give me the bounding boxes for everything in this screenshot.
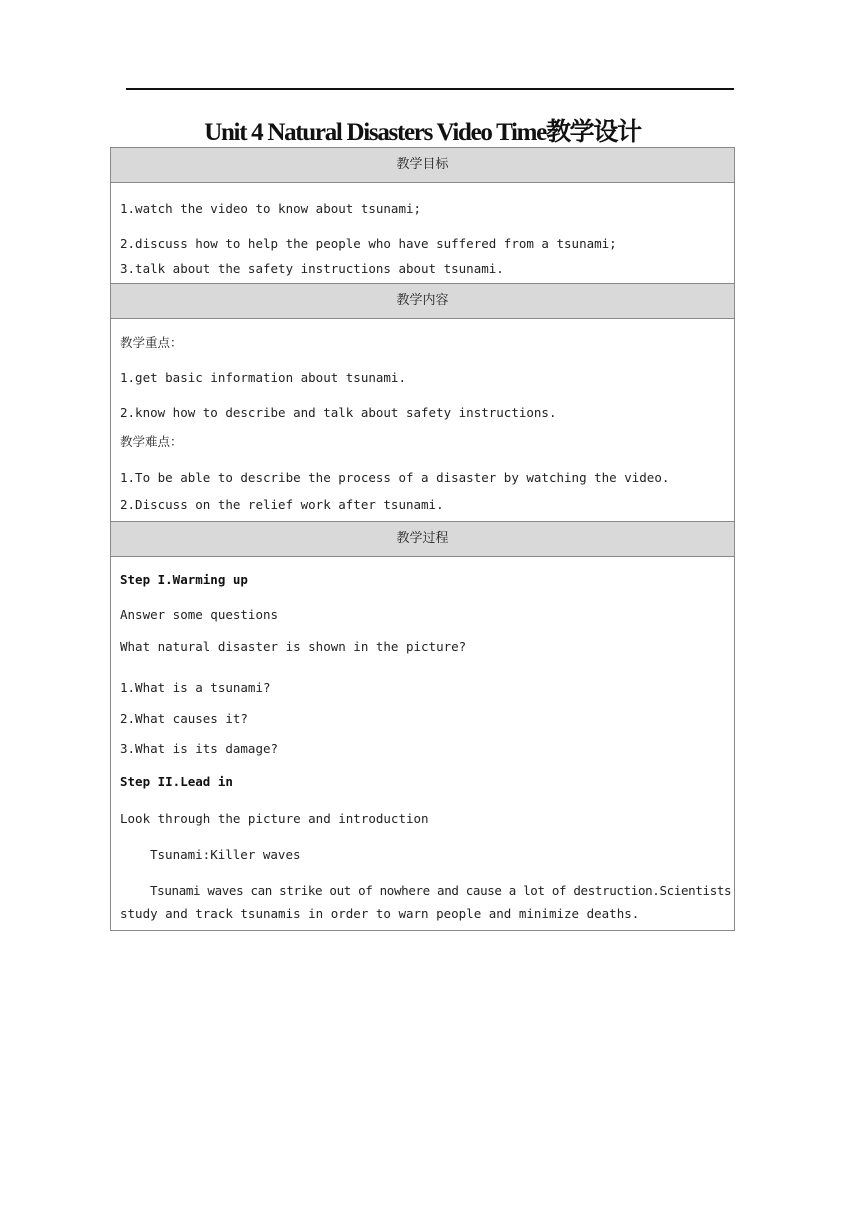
objective-item: 2.discuss how to help the people who have suffered from a tsunami;: [120, 236, 617, 251]
warmup-question: What natural disaster is shown in the picture?: [120, 639, 467, 654]
question-item: 1.What is a tsunami?: [120, 680, 271, 695]
objective-item: 3.talk about the safety instructions about tsunami.: [120, 261, 504, 276]
question-item: 3.What is its damage?: [120, 741, 279, 756]
step-title: Step I.Warming up: [120, 572, 248, 587]
step-title: Step II.Lead in: [120, 774, 233, 789]
reading-paragraph-line: study and track tsunamis in order to warn people and minimize deaths.: [120, 906, 640, 921]
reading-paragraph-line: Tsunami waves can strike out of nowhere and cause a lot of destruction.Scientists: [150, 883, 732, 898]
header-rule: [126, 88, 734, 90]
objectives-body: [111, 183, 734, 284]
document-title: Unit 4 Natural Disasters Video Time教学设计: [204, 119, 641, 146]
key-point-item: 2.know how to describe and talk about safety instructions.: [120, 405, 557, 420]
reading-subtitle: Tsunami:Killer waves: [150, 847, 301, 862]
step-intro: Answer some questions: [120, 607, 279, 622]
difficult-point-item: 2.Discuss on the relief work after tsunami.: [120, 497, 444, 512]
lesson-plan-table: [110, 147, 735, 931]
content-header: 教学内容: [111, 284, 734, 319]
objectives-header: 教学目标: [111, 148, 734, 183]
question-item: 2.What causes it?: [120, 711, 248, 726]
key-point-item: 1.get basic information about tsunami.: [120, 370, 406, 385]
content-body: [111, 319, 734, 522]
difficult-point-item: 1.To be able to describe the process of a disaster by watching the video.: [120, 470, 670, 485]
process-header: 教学过程: [111, 522, 734, 557]
step-intro: Look through the picture and introduction: [120, 811, 429, 826]
objective-item: 1.watch the video to know about tsunami;: [120, 201, 422, 216]
difficult-points-label: 教学难点：: [120, 434, 183, 449]
key-points-label: 教学重点：: [120, 335, 183, 350]
process-body: [111, 557, 734, 930]
